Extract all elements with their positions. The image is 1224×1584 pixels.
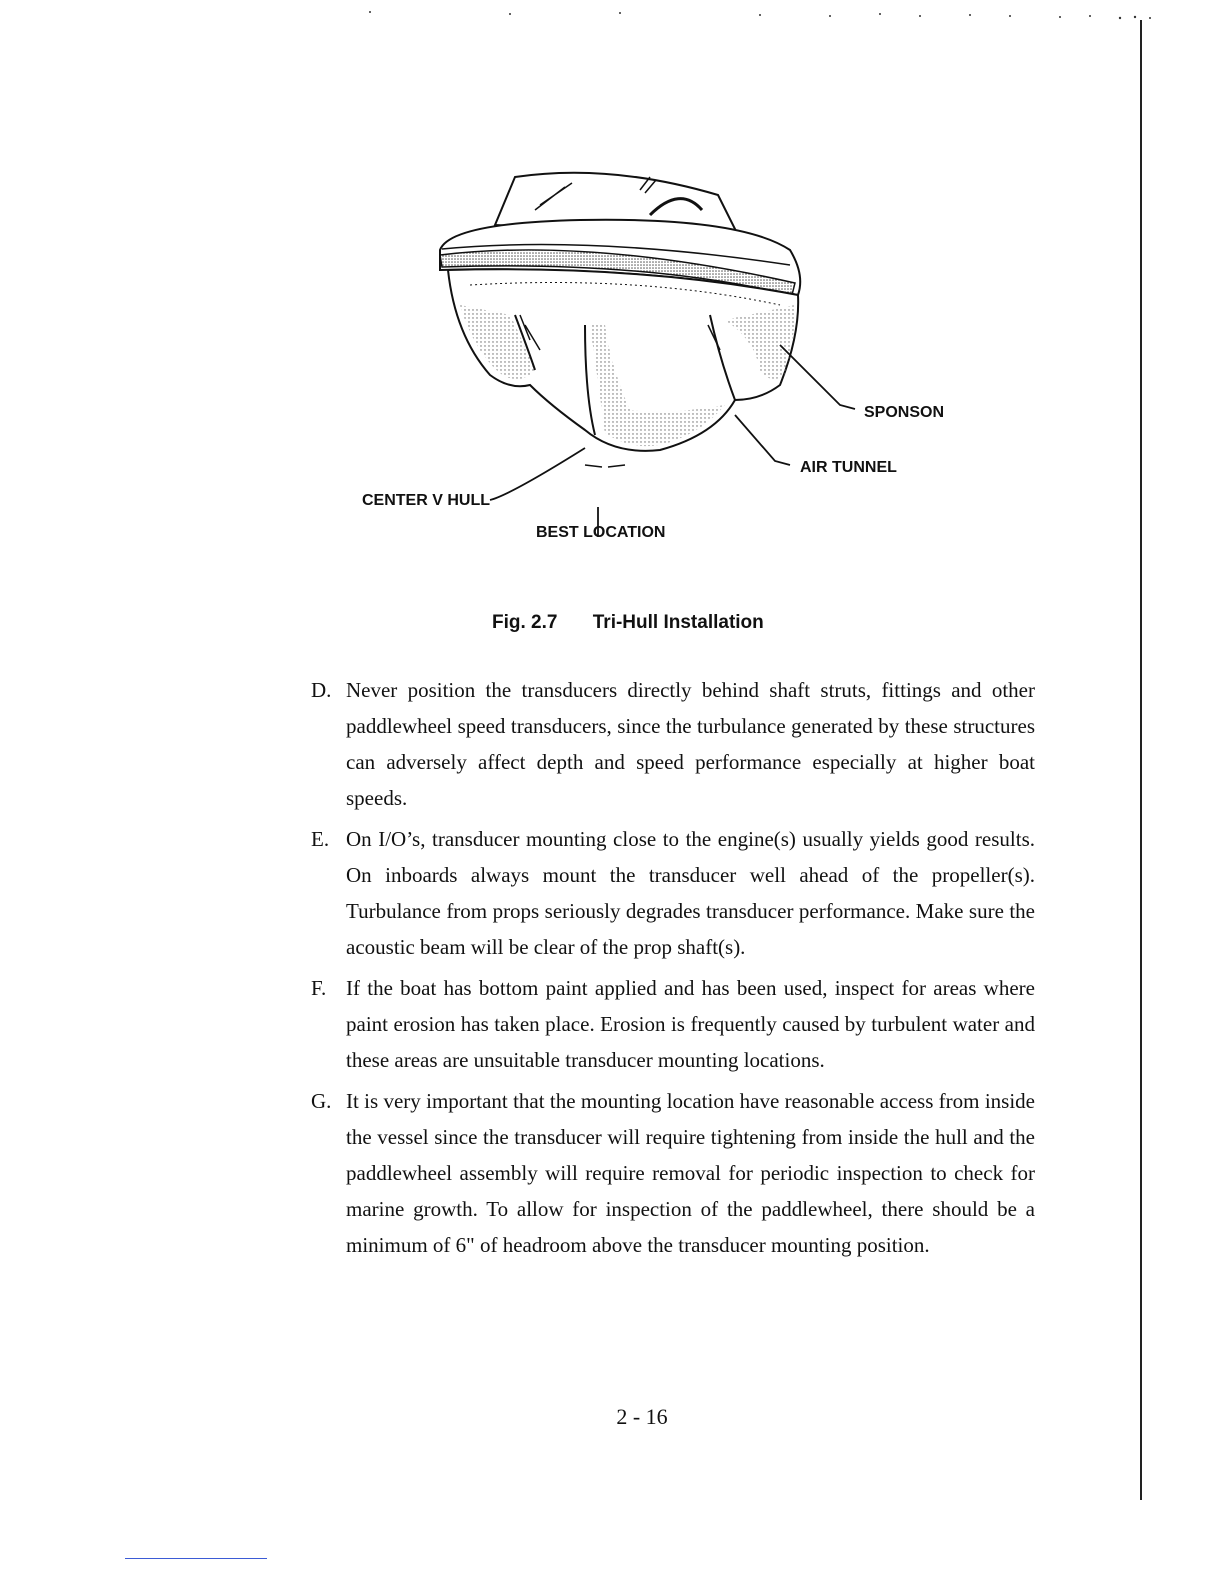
label-air-tunnel: AIR TUNNEL [800, 459, 897, 476]
item-letter: E. [311, 827, 330, 851]
label-center-v-hull: CENTER V HULL [362, 492, 490, 509]
tri-hull-figure [340, 165, 960, 565]
page-number: 2 - 16 [616, 1404, 668, 1429]
item-letter: F. [311, 976, 327, 1000]
list-item [311, 1083, 1035, 1263]
list-item [311, 672, 1035, 816]
page-margin-rule [1140, 20, 1142, 1500]
item-letter: D. [311, 678, 332, 702]
list-item [311, 970, 1035, 1078]
item-text: If the boat has bottom paint applied and has been used, inspect for areas where paint erosion has taken place. Erosion is frequently caused by turbulent water and these areas are unsuitable transducer mounting locations. [346, 976, 1035, 1072]
figure-caption [492, 612, 764, 634]
item-text: Never position the transducers directly behind shaft struts, fittings and other paddlewheel speed transducers, since the turbulance generated by these structures can adversely affect depth and speed performance especially at higher boat speeds. [346, 678, 1035, 810]
scan-specks [360, 4, 1160, 24]
item-text: It is very important that the mounting location have reasonable access from inside the vessel since the transducer will require tightening from inside the hull and the paddlewheel assembly will require removal for periodic inspection to check for marine growth. To allow for inspection of the paddlewheel, there should be a minimum of 6" of headroom above the transducer mounting position. [346, 1089, 1035, 1257]
instruction-list [311, 672, 1035, 1268]
figure-number: Fig. 2.7 [492, 612, 558, 633]
figure-title: Tri-Hull Installation [592, 612, 764, 633]
footer-rule [125, 1558, 267, 1559]
label-sponson: SPONSON [864, 404, 945, 421]
list-item [311, 821, 1035, 965]
label-best-location: BEST LOCATION [536, 524, 666, 541]
item-text: On I/O’s, transducer mounting close to the engine(s) usually yields good results. On inboards always mount the transducer well ahead of the propeller(s). Turbulance from props seriously degrades transducer performance. Make sure the acoustic beam will be clear of the prop shaft(s). [346, 827, 1035, 959]
item-letter: G. [311, 1089, 332, 1113]
boat-drawing [440, 173, 800, 451]
